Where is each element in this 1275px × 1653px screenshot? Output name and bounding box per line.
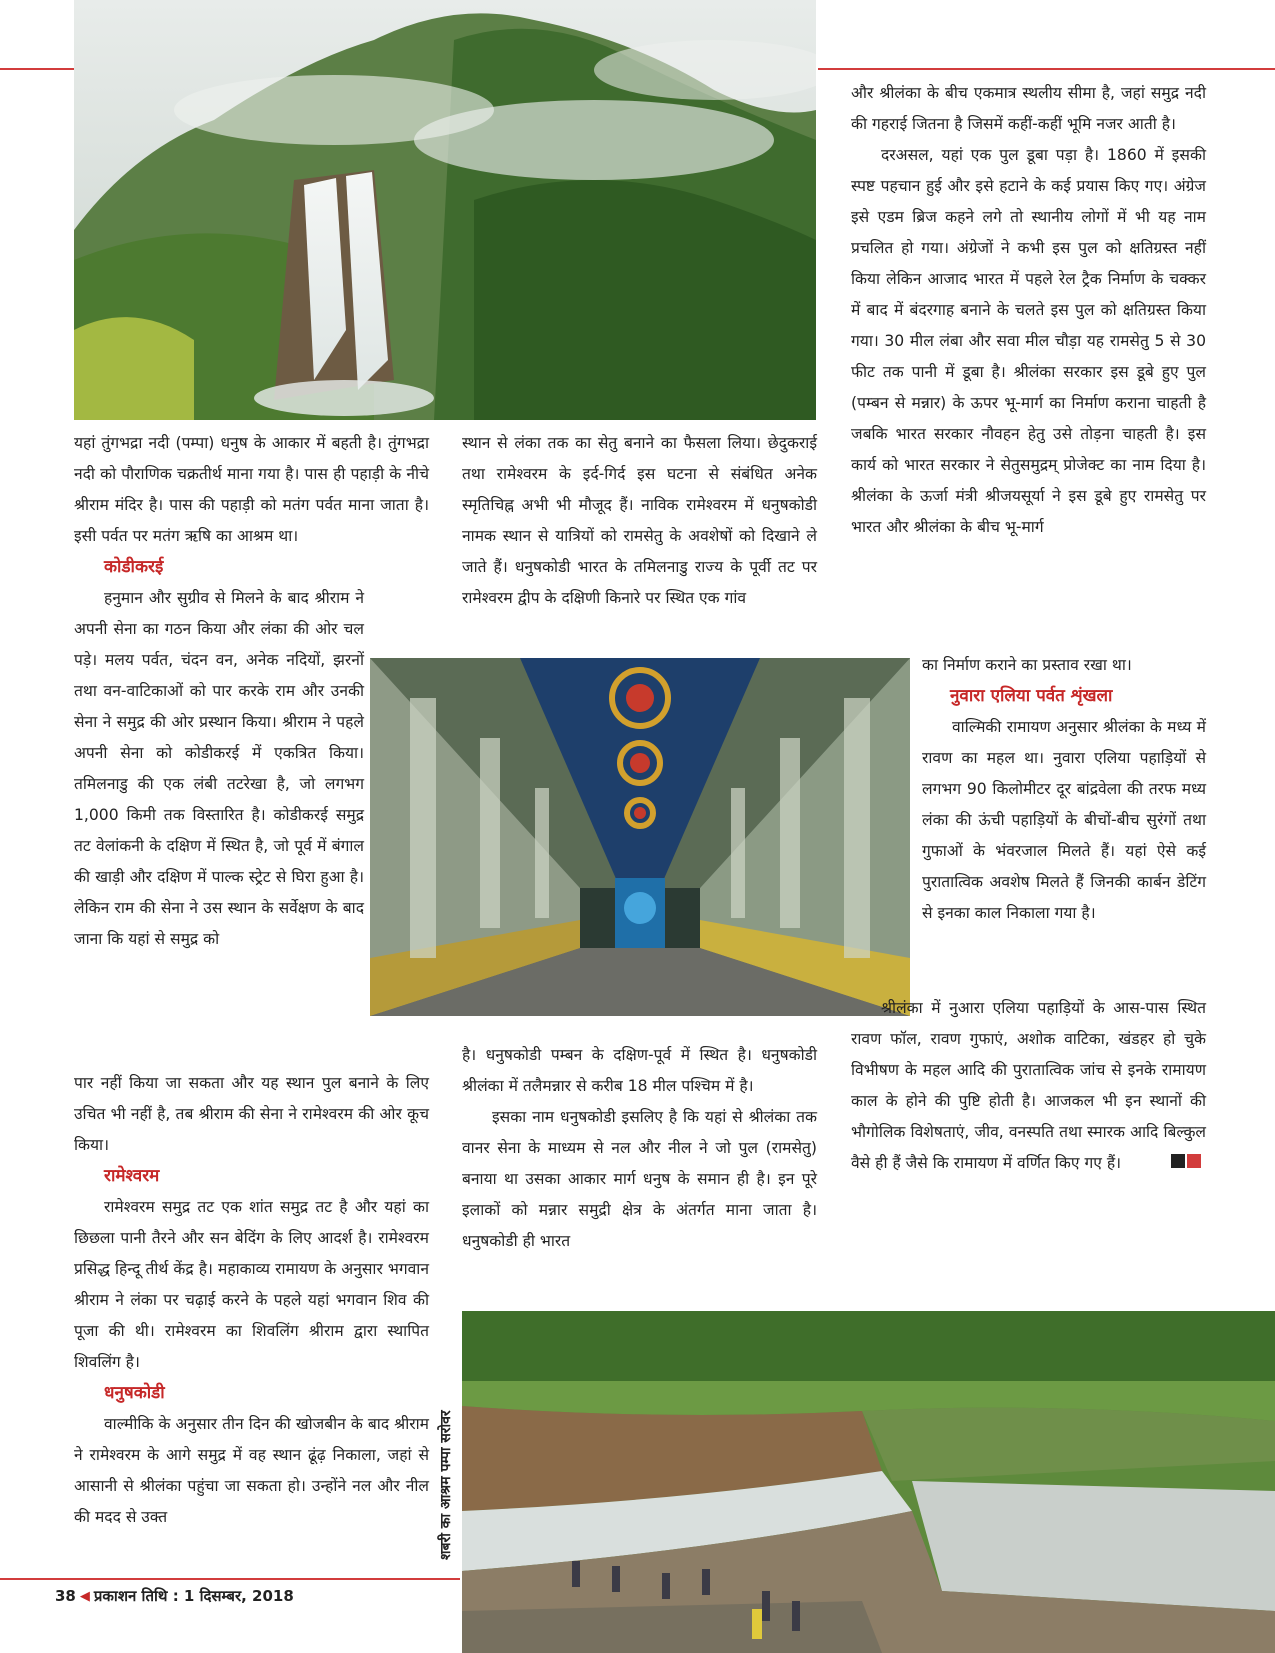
col1-paragraph-1: यहां तुंगभद्रा नदी (पम्पा) धनुष के आकार में बहती है। तुंगभद्रा नदी को पौराणिक चक्रतीर्थ माना गया है। पास ही पहाड़ी के नीचे श्रीराम मंदिर है। पास की पहाड़ी को मतंग पर्वत माना जाता है। इसी पर्वत पर मतंग ऋषि का आश्रम था। [74, 434, 429, 545]
heading-dhanushkodi: धनुषकोडी [104, 1383, 165, 1403]
col1-paragraph-2-cont: पार नहीं किया जा सकता और यह स्थान पुल बनाने के लिए उचित भी नहीं है, तब श्रीराम की सेना ने रामेश्वरम की ओर कूच किया। [74, 1074, 429, 1154]
temple-corridor-photo [370, 658, 910, 1016]
column-3-bottom [922, 650, 1206, 929]
column-2-top [462, 428, 817, 614]
column-2-bottom [462, 1040, 817, 1257]
col1-paragraph-3: रामेश्वरम समुद्र तट एक शांत समुद्र तट है और यहां का छिछला पानी तैरने और सन बेदिंग के लिए आदर्श है। रामेश्वरम प्रसिद्ध हिन्दू तीर्थ केंद्र है। महाकाव्य रामायण के अनुसार भगवान श्रीराम ने लंका पर चढ़ाई करने के पहले यहां भगवान शिव की पूजा की थी। रामेश्वरम का शिवलिंग श्रीराम द्वारा स्थापित शिवलिंग है। [74, 1198, 429, 1371]
heading-rameshwaram: रामेश्वरम [104, 1166, 160, 1186]
column-3-top [851, 78, 1206, 543]
heading-kodikarai: कोडीकरई [104, 557, 164, 577]
top-rule-right [818, 68, 1275, 70]
page-number: 38 [55, 1587, 76, 1605]
col3-paragraph-3: वाल्मिकी रामायण अनुसार श्रीलंका के मध्य में रावण का महल था। नुवारा एलिया पहाड़ियों से लगभग 90 किलोमीटर दूर बांद्रवेला की तरफ मध्य लंका की ऊंची पहाड़ियों के बीचों-बीच सुरंगों तथा गुफाओं के भंवरजाल मिलते हैं। यहां ऐसे कई पुरातात्विक अवशेष मिलते हैं जिनकी कार्बन डेटिंग से इनका काल निकाला गया है। [922, 718, 1206, 922]
heading-nuwara-eliya: नुवारा एलिया पर्वत शृंखला [950, 686, 1113, 706]
col1-paragraph-4: वाल्मीकि के अनुसार तीन दिन की खोजबीन के बाद श्रीराम ने रामेश्वरम के आगे समुद्र में वह स्थान ढूंढ़ निकाला, जहां से आसानी से श्रीलंका पहुंचा जा सकता हो। उन्होंने नल और नील की मदद से उक्त [74, 1415, 429, 1526]
bottom-rule [0, 1578, 460, 1580]
footer-arrow-icon: ◀ [79, 1588, 90, 1604]
photo-caption-vertical: शबरी का आश्रम पम्पा सरोवर [438, 1410, 454, 1560]
publication-date: प्रकाशन तिथि : 1 दिसम्बर, 2018 [93, 1587, 294, 1605]
col1-paragraph-2: हनुमान और सुग्रीव से मिलने के बाद श्रीराम ने अपनी सेना का गठन किया और लंका की ओर चल पड़े। मलय पर्वत, चंदन वन, अनेक नदियों, झरनों तथा वन-वाटिकाओं को पार करके राम और उनकी सेना ने समुद्र की ओर प्रस्थान किया। श्रीराम ने पहले अपनी सेना को कोडीकरई में एकत्रित किया। तमिलनाडु की एक लंबी तटरेखा है, जो लगभग 1,000 किमी तक विस्तारित है। कोडीकरई समुद्र तट वेलांकनी के दक्षिण में स्थित है, जो पूर्व में बंगाल की खाड़ी और दक्षिण में पाल्क स्ट्रेट से घिरा हुआ है। लेकिन राम की सेना ने उस स्थान के सर्वेक्षण के बाद जाना कि यहां से समुद्र को [74, 589, 364, 948]
waterfall-photo [74, 0, 816, 420]
col3-paragraph-1: और श्रीलंका के बीच एकमात्र स्थलीय सीमा है, जहां समुद्र नदी की गहराई जितना है जिसमें कहीं-कहीं भूमि नजर आती है। [851, 84, 1206, 133]
column-1-bottom [74, 1068, 429, 1533]
end-mark [1141, 1148, 1203, 1179]
col2-paragraph-2: है। धनुषकोडी पम्बन के दक्षिण-पूर्व में स्थित है। धनुषकोडी श्रीलंका में तलैमन्नार से करीब 18 मील पश्चिम में है। [462, 1046, 817, 1095]
river-photo [462, 1311, 1275, 1653]
top-rule-left [0, 68, 74, 70]
col3-paragraph-2: दरअसल, यहां एक पुल डूबा पड़ा है। 1860 में इसकी स्पष्ट पहचान हुई और इसे हटाने के कई प्रयास किए गए। अंग्रेज इसे एडम ब्रिज कहने लगे तो स्थानीय लोगों में भी यह नाम प्रचलित हो गया। अंग्रेजों ने कभी इस पुल को क्षतिग्रस्त नहीं किया लेकिन आजाद भारत में पहले रेल ट्रैक निर्माण के चक्कर में बाद में बंदरगाह बनाने के चलते इस पुल को क्षतिग्रस्त किया गया। 30 मील लंबा और सवा मील चौड़ा यह रामसेतु 5 से 30 फीट तक पानी में डूबा है। श्रीलंका सरकार इस डूबे हुए पुल (पम्बन से मन्नार) के ऊपर भू-मार्ग का निर्माण कराना चाहती है जबकि भारत सरकार नौवहन हेतु उसे तोड़ना चाहती है। इस कार्य को भारत सरकार ने सेतुसमुद्रम् प्रोजेक्ट का नाम दिया है। श्रीलंका के ऊर्जा मंत्री श्रीजयसूर्या ने इस डूबे हुए रामसेतु पर भारत और श्रीलंका के बीच भू-मार्ग [851, 146, 1206, 536]
col2-paragraph-3: इसका नाम धनुषकोडी इसलिए है कि यहां से श्रीलंका तक वानर सेना के माध्यम से नल और नील ने जो पुल (रामसेतु) बनाया था उसका आकार मार्ग धनुष के समान ही है। इन पूरे इलाकों को मन्नार समुद्री क्षेत्र के अंतर्गत माना जाता है। धनुषकोडी ही भारत [462, 1108, 817, 1250]
col3-paragraph-2-cont: का निर्माण कराने का प्रस्ताव रखा था। [922, 656, 1132, 674]
page-footer [55, 1586, 294, 1606]
col3-paragraph-4 [851, 993, 1206, 1179]
col2-paragraph-1: स्थान से लंका तक का सेतु बनाने का फैसला लिया। छेदुकराई तथा रामेश्वरम के इर्द-गिर्द इस घटना से संबंधित अनेक स्मृतिचिह्न अभी भी मौजूद हैं। नाविक रामेश्वरम में धनुषकोडी नामक स्थान से यात्रियों को रामसेतु के अवशेषों को दिखाने ले जाते हैं। धनुषकोडी भारत के तमिलनाडु राज्य के पूर्वी तट पर रामेश्वरम द्वीप के दक्षिणी किनारे पर स्थित एक गांव [462, 434, 817, 607]
col3-paragraph-4-text: श्रीलंका में नुआरा एलिया पहाड़ियों के आस-पास स्थित रावण फॉल, रावण गुफाएं, अशोक वाटिका, खंडहर हो चुके विभीषण के महल आदि की पुरातात्विक जांच से इनके रामायण काल के होने की पुष्टि होती है। आजकल भी इन स्थानों की भौगोलिक विशेषताएं, जीव, वनस्पति तथा स्मारक आदि बिल्कुल वैसे ही हैं जैसे कि रामायण में वर्णित किए गए हैं। [851, 999, 1206, 1172]
column-3-end [851, 993, 1206, 1179]
